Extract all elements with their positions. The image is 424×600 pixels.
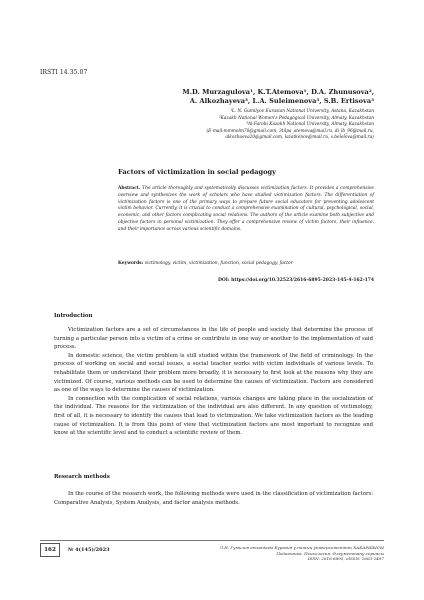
keywords (118, 261, 374, 268)
affiliation-line: (E-mail:mmmolm70@gmail.com, 3tilpa_atemova@mail.ru, di_lb_96@mail.ru, (206, 128, 374, 134)
abstract (118, 186, 374, 234)
journal-line: Педагогика. Психология. Әлеуметтану сериясы (276, 550, 384, 556)
methods-body (54, 490, 373, 507)
affiliations (74, 109, 374, 142)
author-line: A. Alkozhayeva³, L.A. Suleimenova³, S.B. Ertisova³ (189, 97, 374, 105)
paragraph: In the course of the research work, the following methods were used in the classification of victimization factors: Comparative Analysis, System Analysis, and factor analysis methods. (54, 491, 373, 506)
paragraph: In connection with the complication of social relations, various changes are taking place in the socialization of the individual. The reasons for the victimization of the individual are also different. In any question of victimology, first of all, it is necessary to identify the causes that lead to victimization. We take victimization factors as the leading cause of victimization. It is from this point of view that victimization factors are most important to recognize and know at the scientific level and to conduct a scientific review of them. (54, 395, 373, 437)
keywords-text: victimology, victim, victimization, function, social pedagogy, factor (144, 261, 293, 266)
paragraph: Victimization factors are a set of circumstances in the life of people and society that determine the process of turning a particular person into a victim of a crime or contribute in one way or another to the implementation of said process. (54, 327, 373, 351)
affiliation-line: alkozhaeva20@gmail.com, lazatkenov@mail.ru, s.belelova@mail.ru) (225, 135, 374, 141)
affiliation-line: ³Al-Farabi Kazakh National University, Almaty, Kazakhstan (246, 122, 374, 128)
doi-link[interactable]: DOI: https://doi.org/10.32523/2616-6895-2023-145-4-162-174 (217, 278, 374, 283)
abstract-text: The article thoroughly and systematically discusses victimization factors. It provides a comprehensive overview and synthesizes the work of scholars who have studied victimization factors. The differentiation of victimization factors is one of the primary ways to prepare future social educators for preventing adolescent victim behavior. Currently, it is crucial to conduct a comprehensive examination of cultural, psychological, social, economic, and other factors complicating social relations. The authors of the article examine both subjective and objective factors in personal victimization. They offer a comprehensive review of victim factors, their influence, and their importance across various scientific domains. (118, 186, 374, 232)
abstract-label: Abstract. (118, 186, 141, 191)
irsti-code: IRSTI 14.35.07 (40, 69, 88, 76)
author-line: M.D. Murzagulova¹, K.T.Atemova¹, D.A. Zhunusova², (182, 88, 374, 96)
affiliation-line: ¹L. N. Gumilyov Eurasian National University, Astana, Kazakhstan (230, 109, 374, 114)
affiliation-line: ²Kazakh National Women's Pedagogical University, Almaty, Kazakhstan (218, 115, 374, 121)
paragraph: In domestic science, the victim problem is still studied within the framework of the field of criminology. In the process of working on social and social issues, a social teacher works with victim individuals of various levels. To rehabilitate them or understand their problem more broadly, it is necessary to first look at the reasons why they are victimized. Of course, various methods can be used to determine the causes of victimization. Factors are considered as one of the ways to determine the causes of victimization. (54, 352, 373, 394)
issue-number: № 4(145)/2023 (68, 547, 110, 553)
article-title: Factors of victimization in social pedagogy (118, 168, 276, 176)
journal-info (204, 545, 384, 562)
section-heading-methods: Research methods (54, 474, 110, 480)
author-list (94, 88, 374, 106)
page-number: 162 (40, 543, 60, 557)
section-heading-introduction: Introduction (54, 313, 93, 319)
introduction-body (54, 326, 373, 438)
keywords-label: Keywords: (118, 261, 144, 266)
journal-line: Л.Н. Гумилев атындағы Еуразия ұлттық университетінің ХАБАРШЫСЫ (219, 545, 384, 550)
footer-divider (40, 540, 384, 541)
journal-line: ISSN: 2616-6895, eISSN: 2663-2497 (307, 556, 384, 562)
